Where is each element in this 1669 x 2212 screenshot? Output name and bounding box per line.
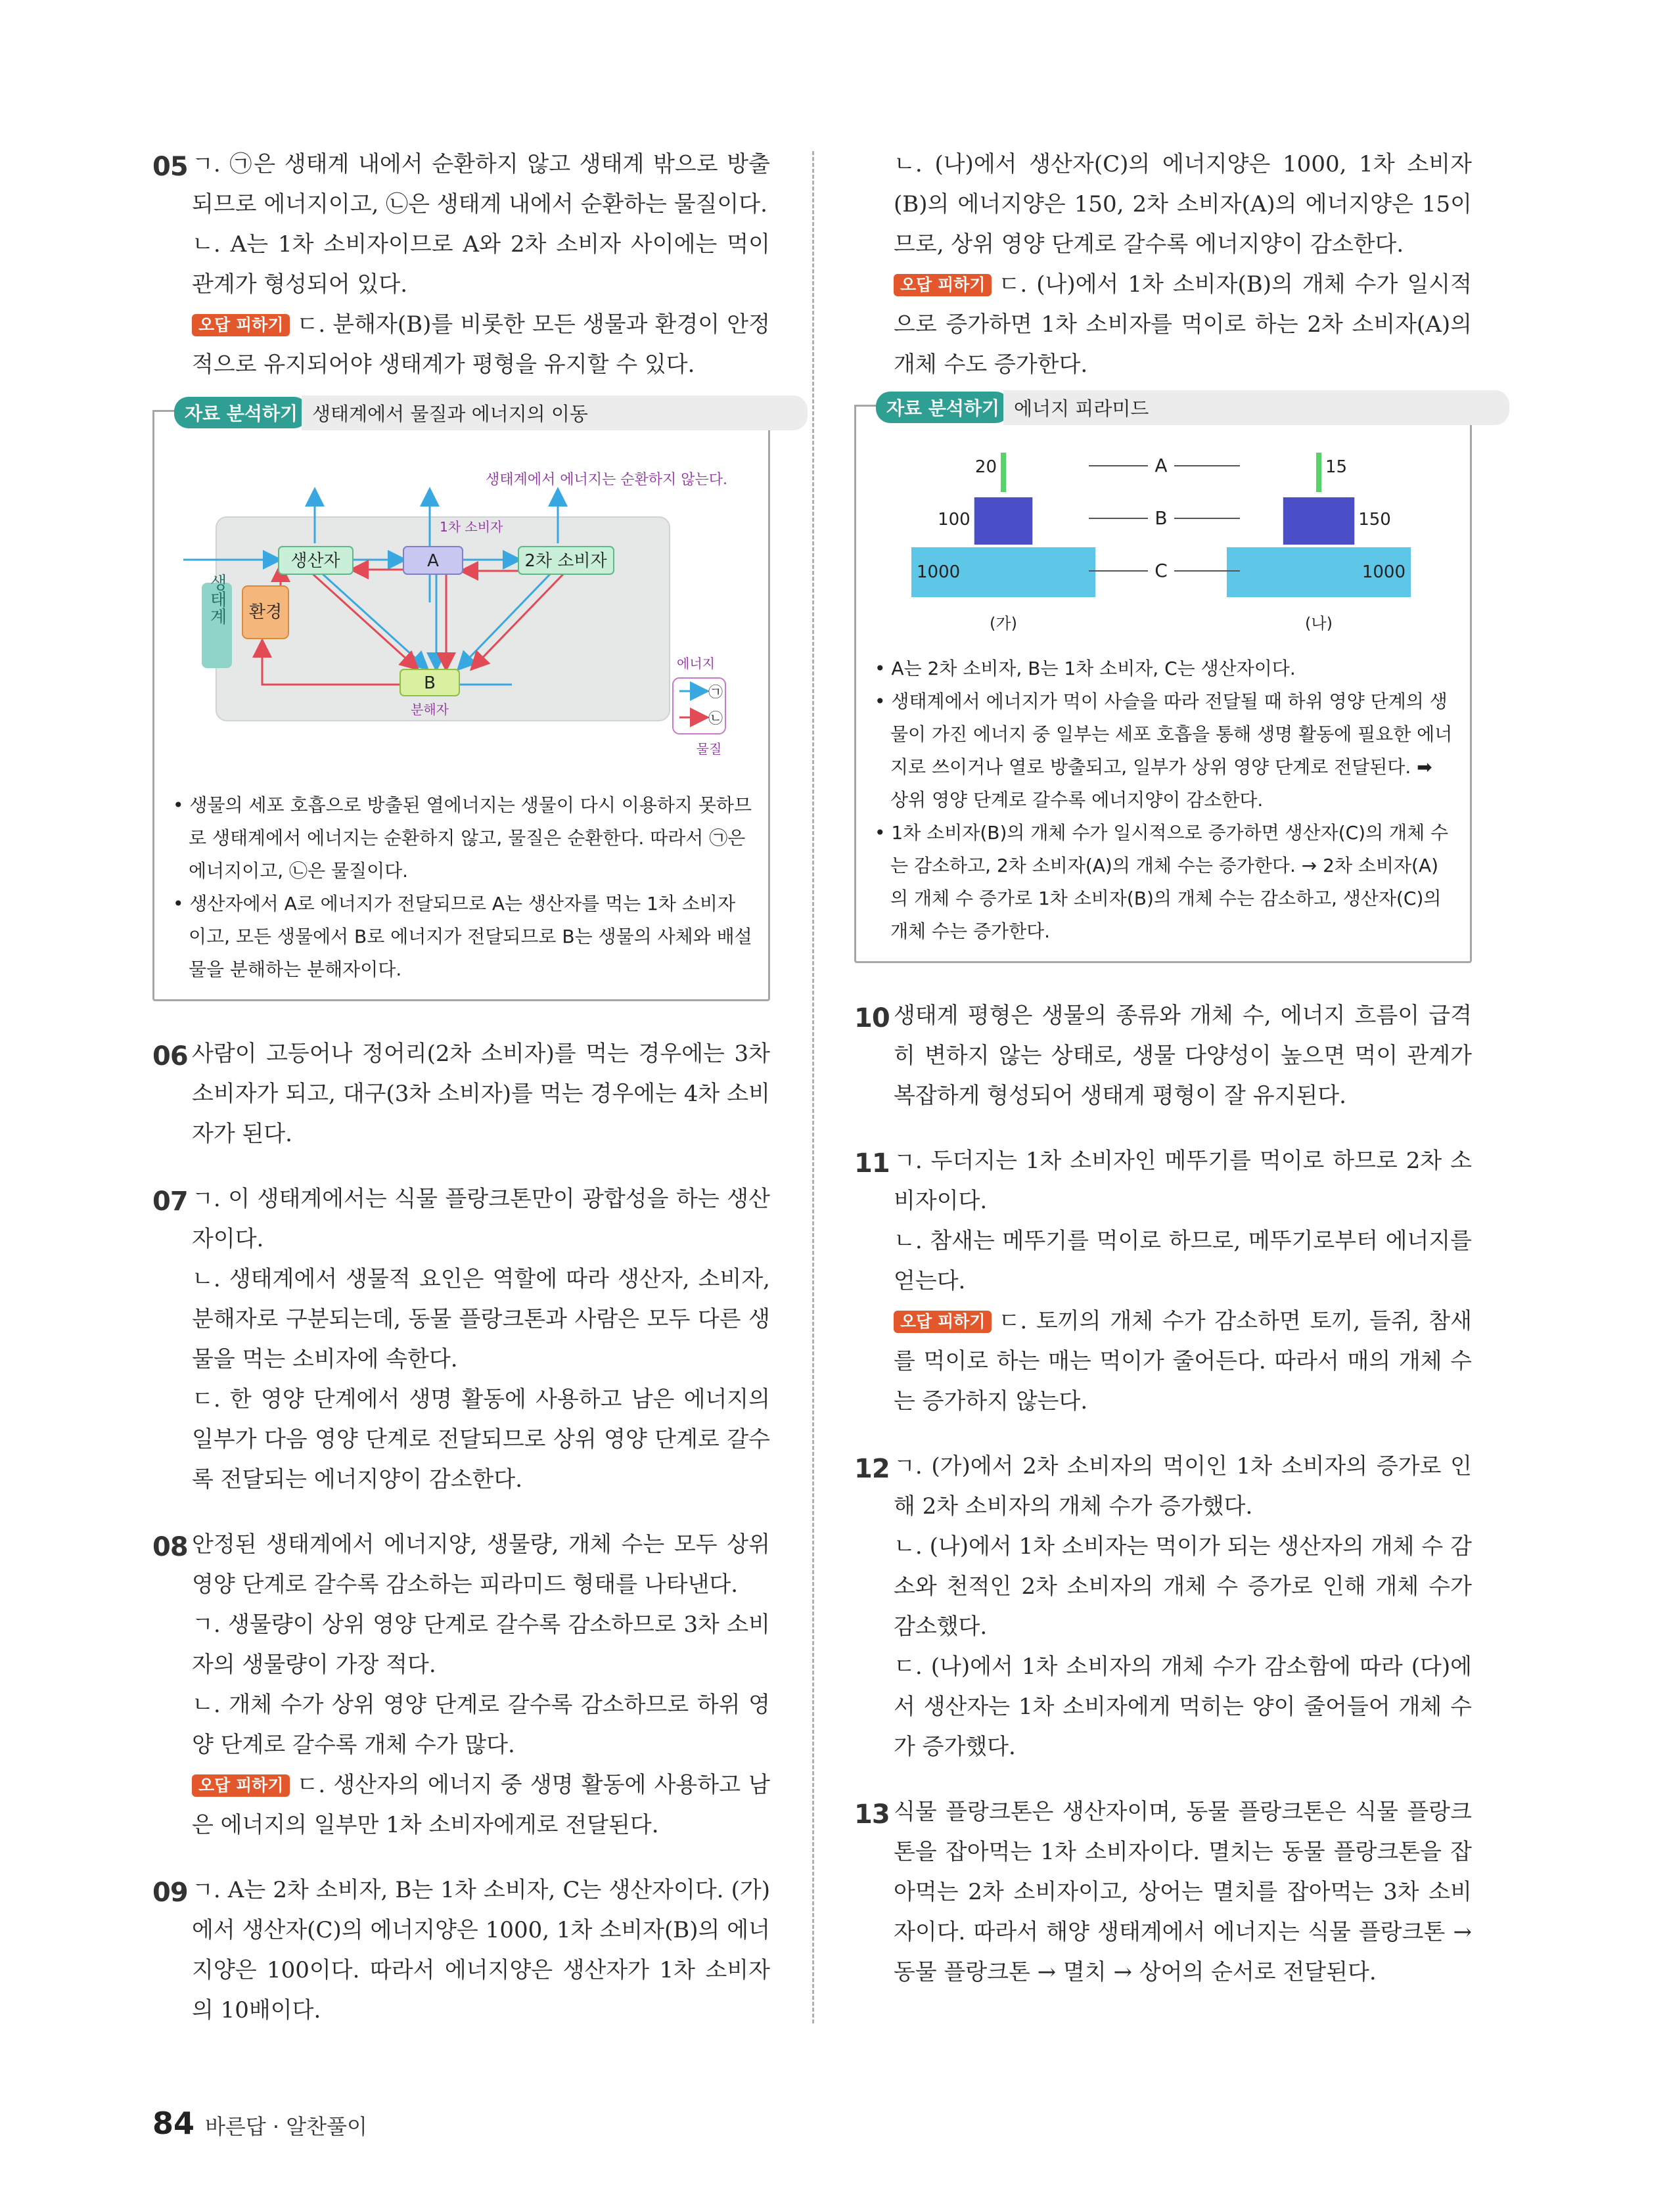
answer-09 xyxy=(152,1870,770,2031)
answer-line xyxy=(894,1301,1472,1422)
page-number: 84 xyxy=(152,2106,195,2141)
analysis-bullet: • 생산자에서 A로 에너지가 전달되므로 A는 생산자를 먹는 1차 소비자이고, 모든 생물에서 B로 에너지가 전달되므로 B는 생물의 사체와 배설물을 분해하는 분해자이다. xyxy=(173,893,752,980)
answer-08 xyxy=(152,1525,770,1845)
wrong-answer-tag: 오답 피하기 xyxy=(894,274,992,296)
energy-pyramid-chart xyxy=(872,453,1450,650)
bullet-text: 생물의 세포 호흡으로 방출된 열에너지는 생물이 다시 이용하지 못하므로 생태계에서 에너지는 순환하지 않고, 물질은 순환한다. 따라서 ㉠은 에너지이고, ㉡은 물질이다. xyxy=(189,794,752,882)
environment-label: 환경 xyxy=(248,602,283,622)
pyramid-bar-a xyxy=(1316,453,1321,492)
pyramid-bar-b xyxy=(974,497,1033,545)
question-number: 05 xyxy=(152,152,188,182)
analysis-bullet: • 1차 소비자(B)의 개체 수가 일시적으로 증가하면 생산자(C)의 개체 수는 감소하고, 2차 소비자(A)의 개체 수는 증가한다. → 2차 소비자(A)의 개체 수 증가로 1차 소비자(B)의 개체 수는 감소하고, 생산자(C)의 개체 수는 증가한다. xyxy=(875,822,1449,942)
legend-symbol-2: ㉡ xyxy=(708,711,723,727)
bullet-text: 생산자에서 A로 에너지가 전달되므로 A는 생산자를 먹는 1차 소비자이고, 모든 생물에서 B로 에너지가 전달되므로 B는 생물의 사체와 배설물을 분해하는 분해자이다. xyxy=(189,893,752,980)
b-label: B xyxy=(424,673,436,693)
analysis-bullet: • 생태계에서 에너지가 먹이 사슬을 따라 전달될 때 하위 영양 단계의 생물이 가진 에너지 중 일부는 세포 호흡을 통해 생명 활동에 필요한 에너지로 쓰이거나 열로 방출되고, 일부가 상위 영양 단계로 전달된다. ➡ 상위 영양 단계로 갈수록 에너지양이 감소한다. xyxy=(875,690,1453,811)
answer-11 xyxy=(854,1141,1472,1422)
question-number: 12 xyxy=(854,1454,890,1484)
right-column xyxy=(854,145,1472,2018)
answer-line: ㄷ. 한 영양 단계에서 생명 활동에 사용하고 남은 에너지의 일부가 다음 영양 단계로 전달되므로 상위 영양 단계로 갈수록 전달되는 에너지양이 감소한다. xyxy=(192,1386,770,1493)
box-header xyxy=(154,397,808,428)
column-divider xyxy=(812,151,814,2023)
matter-energy-diagram xyxy=(170,458,755,786)
value-label: 150 xyxy=(1358,510,1391,530)
analysis-bullet: • A는 2차 소비자, B는 1차 소비자, C는 생산자이다. xyxy=(875,658,1296,679)
answer-line: ㄷ. (나)에서 1차 소비자의 개체 수가 감소함에 따라 (다)에서 생산자는 1차 소비자에게 먹히는 양이 줄어들어 개체 수가 증가했다. xyxy=(894,1654,1472,1760)
wrong-answer-tag: 오답 피하기 xyxy=(894,1311,992,1333)
value-label: 15 xyxy=(1325,457,1348,477)
answer-line: ㄱ. (가)에서 2차 소비자의 먹이인 1차 소비자의 증가로 인해 2차 소비자의 개체 수가 증가했다. xyxy=(894,1453,1472,1520)
decomposer-note: 분해자 xyxy=(411,702,449,717)
box-title: 생태계에서 물질과 에너지의 이동 xyxy=(302,395,808,430)
question-number: 08 xyxy=(152,1532,188,1562)
answer-text: ㄷ. 생산자의 에너지 중 생명 활동에 사용하고 남은 에너지의 일부만 1차 소비자에게로 전달된다. xyxy=(192,1772,770,1838)
answer-10 xyxy=(854,996,1472,1116)
answer-line: 안정된 생태계에서 에너지양, 생물량, 개체 수는 모두 상위 영양 단계로 갈수록 감소하는 피라미드 형태를 나타낸다. xyxy=(192,1531,770,1598)
analysis-pill: 자료 분석하기 xyxy=(174,397,308,428)
bullet-text: 생태계에서 에너지가 먹이 사슬을 따라 전달될 때 하위 영양 단계의 생물이 가진 에너지 중 일부는 세포 호흡을 통해 생명 활동에 필요한 에너지로 쓰이거나 열로 방출되고, 일부가 상위 영양 단계로 전달된다. ➡ 상위 영양 단계로 갈수록 에너지양이 감소한다. xyxy=(890,690,1453,811)
answer-line: ㄴ. (나)에서 1차 소비자는 먹이가 되는 생산자의 개체 수 감소와 천적인 2차 소비자의 개체 수 증가로 인해 개체 수가 감소했다. xyxy=(894,1533,1472,1640)
answer-line xyxy=(192,305,770,385)
value-label: 1000 xyxy=(1361,562,1406,582)
ecosystem-label: 생태계 xyxy=(207,574,227,625)
answer-text: ㄷ. 토끼의 개체 수가 감소하면 토끼, 들쥐, 참새를 먹이로 하는 매는 먹이가 줄어든다. 따라서 매의 개체 수는 증가하지 않는다. xyxy=(894,1308,1472,1414)
legend-matter-label: 물질 xyxy=(696,741,722,757)
answer-line: ㄱ. 생물량이 상위 영양 단계로 갈수록 감소하므로 3차 소비자의 생물량이 가장 적다. xyxy=(192,1612,770,1678)
answer-line: 사람이 고등어나 정어리(2차 소비자)를 먹는 경우에는 3차 소비자가 되고, 대구(3차 소비자)를 먹는 경우에는 4차 소비자가 된다. xyxy=(192,1041,770,1147)
box-title: 에너지 피라미드 xyxy=(1003,390,1509,425)
level-label: B xyxy=(1155,507,1168,529)
legend-symbol-1: ㉠ xyxy=(708,685,723,701)
analysis-pill: 자료 분석하기 xyxy=(876,392,1010,423)
value-label: 20 xyxy=(974,457,997,477)
secondary-label: 2차 소비자 xyxy=(524,551,607,571)
pyramid-caption: (가) xyxy=(990,614,1017,633)
value-label: 100 xyxy=(938,510,971,530)
value-label: 1000 xyxy=(917,562,961,582)
pyramid-caption: (나) xyxy=(1305,614,1333,633)
question-number: 11 xyxy=(854,1148,890,1179)
answer-05 xyxy=(152,145,770,385)
question-number: 07 xyxy=(152,1186,188,1217)
level-label: C xyxy=(1155,560,1168,581)
answer-line: 식물 플랑크톤은 생산자이며, 동물 플랑크톤은 식물 플랑크톤을 잡아먹는 1차 소비자이다. 멸치는 동물 플랑크톤을 잡아먹는 2차 소비자이고, 상어는 멸치를 잡아먹는 3차 소비자이다. 따라서 해양 생태계에서 에너지는 식물 플랑크톤 → 동물 플랑크톤 → 멸치 → 상어의 순서로 전달된다. xyxy=(894,1799,1472,1985)
a-label: A xyxy=(427,551,439,571)
bullet-text: 1차 소비자(B)의 개체 수가 일시적으로 증가하면 생산자(C)의 개체 수는 감소하고, 2차 소비자(A)의 개체 수는 증가한다. → 2차 소비자(A)의 개체 수 증가로 1차 소비자(B)의 개체 수는 감소하고, 생산자(C)의 개체 수는 증가한다. xyxy=(890,822,1449,942)
box-header xyxy=(856,392,1509,422)
answer-12 xyxy=(854,1447,1472,1767)
data-analysis-box-2 xyxy=(854,397,1472,963)
left-column xyxy=(152,145,770,2056)
answer-line: ㄴ. 참새는 메뚜기를 먹이로 하므로, 메뚜기로부터 에너지를 얻는다. xyxy=(894,1228,1472,1294)
no-cycle-note: 생태계에서 에너지는 순환하지 않는다. xyxy=(486,472,728,488)
answer-text: ㄷ. (나)에서 1차 소비자(B)의 개체 수가 일시적으로 증가하면 1차 소비자를 먹이로 하는 2차 소비자(A)의 개체 수도 증가한다. xyxy=(894,271,1472,378)
answer-07 xyxy=(152,1179,770,1500)
question-number: 09 xyxy=(152,1878,188,1908)
answer-line: ㄱ. 두더지는 1차 소비자인 메뚜기를 먹이로 하므로 2차 소비자이다. xyxy=(894,1148,1472,1214)
answer-line: ㄴ. A는 1차 소비자이므로 A와 2차 소비자 사이에는 먹이 관계가 형성되어 있다. xyxy=(192,231,770,298)
analysis-bullet: • 생물의 세포 호흡으로 방출된 열에너지는 생물이 다시 이용하지 못하므로 생태계에서 에너지는 순환하지 않고, 물질은 순환한다. 따라서 ㉠은 에너지이고, ㉡은 물질이다. xyxy=(173,794,752,882)
answer-line: 생태계 평형은 생물의 종류와 개체 수, 에너지 흐름이 급격히 변하지 않는 상태로, 생물 다양성이 높으면 먹이 관계가 복잡하게 형성되어 생태계 평형이 잘 유지된다. xyxy=(894,1003,1472,1109)
answer-line xyxy=(192,1765,770,1845)
question-number: 13 xyxy=(854,1799,890,1830)
answer-09-continued xyxy=(854,145,1472,385)
wrong-answer-tag: 오답 피하기 xyxy=(192,314,290,336)
level-label: A xyxy=(1155,455,1168,476)
answer-line: ㄱ. A는 2차 소비자, B는 1차 소비자, C는 생산자이다. (가)에서 생산자(C)의 에너지양은 1000, 1차 소비자(B)의 에너지양은 100이다. 따라서 에너지양은 생산자가 1차 소비자의 10배이다. xyxy=(192,1877,770,2023)
answer-line: ㄱ. 이 생태계에서는 식물 플랑크톤만이 광합성을 하는 생산자이다. xyxy=(192,1186,770,1252)
answer-line: ㄱ. ㉠은 생태계 내에서 순환하지 않고 생태계 밖으로 방출되므로 에너지이고, ㉡은 생태계 내에서 순환하는 물질이다. xyxy=(192,151,770,217)
answer-06 xyxy=(152,1034,770,1154)
answer-line: ㄴ. 생태계에서 생물적 요인은 역할에 따라 생산자, 소비자, 분해자로 구분되는데, 동물 플랑크톤과 사람은 모두 다른 생물을 먹는 소비자에 속한다. xyxy=(192,1266,770,1372)
page-footer-label: 바른답 · 알찬풀이 xyxy=(205,2114,367,2139)
answer-text: ㄷ. 분해자(B)를 비롯한 모든 생물과 환경이 안정적으로 유지되어야 생태계가 평형을 유지할 수 있다. xyxy=(192,311,770,378)
pyramid-bar-b xyxy=(1283,497,1354,545)
answer-13 xyxy=(854,1792,1472,1993)
question-number: 10 xyxy=(854,1003,890,1033)
primary-consumer-note: 1차 소비자 xyxy=(440,519,503,535)
producer-label: 생산자 xyxy=(290,551,340,571)
data-analysis-box-1 xyxy=(152,402,770,1001)
pyramid-bar-a xyxy=(1001,453,1006,492)
bullet-text: A는 2차 소비자, B는 1차 소비자, C는 생산자이다. xyxy=(891,658,1296,679)
question-number: 06 xyxy=(152,1041,188,1072)
legend-energy-label: 에너지 xyxy=(677,656,715,671)
answer-line: ㄴ. 개체 수가 상위 영양 단계로 갈수록 감소하므로 하위 영양 단계로 갈수록 개체 수가 많다. xyxy=(192,1692,770,1758)
answer-line xyxy=(894,265,1472,385)
wrong-answer-tag: 오답 피하기 xyxy=(192,1774,290,1797)
answer-line: ㄴ. (나)에서 생산자(C)의 에너지양은 1000, 1차 소비자(B)의 에너지양은 150, 2차 소비자(A)의 에너지양은 15이므로, 상위 영양 단계로 갈수록 에너지양이 감소한다. xyxy=(894,151,1472,258)
